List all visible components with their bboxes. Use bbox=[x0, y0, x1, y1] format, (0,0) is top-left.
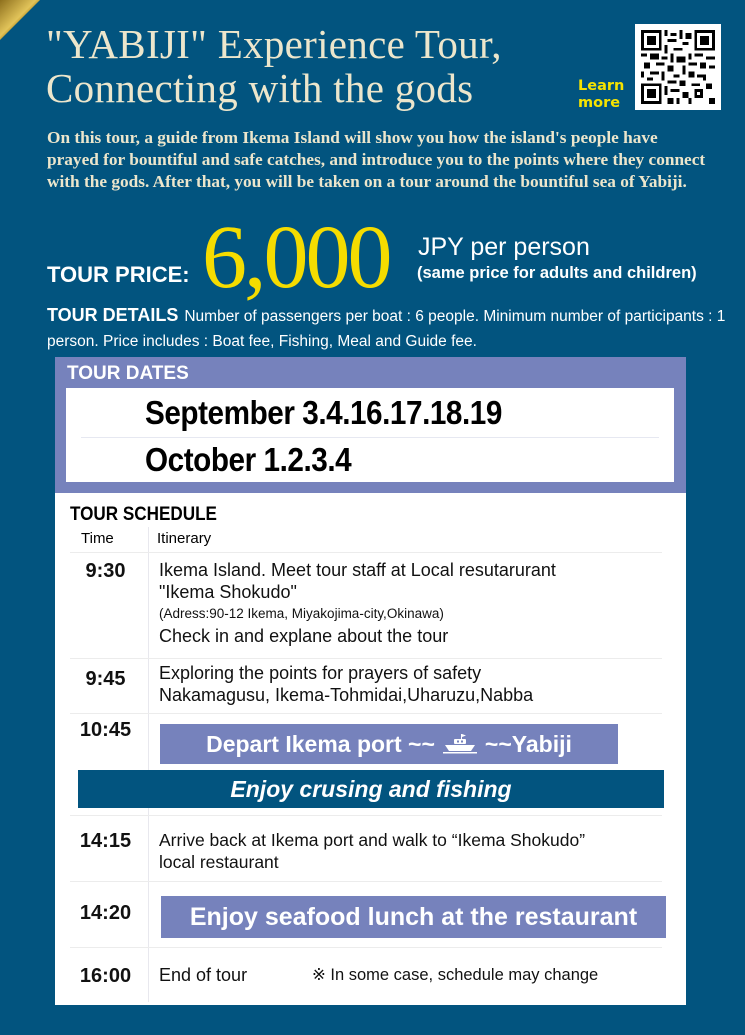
itinerary-0945: Exploring the points for prayers of safety Nakamagusu, Ikema-Tohmidai,Uharuzu,Nabba bbox=[159, 663, 534, 705]
title-line-2: Connecting with the gods bbox=[46, 65, 474, 111]
time-1415: 14:15 bbox=[79, 830, 132, 852]
schedule-title: TOUR SCHEDULE bbox=[70, 504, 217, 525]
tour-dates-section bbox=[55, 357, 686, 493]
details-text: Number of passengers per boat : 6 people. Minimum number of participants : 1 person. Price includes : Boat fee, Fishing, Meal and Guide fee. bbox=[47, 308, 726, 350]
itinerary-1415: Arrive back at Ikema port and walk to “Ikema Shokudo” local restaurant bbox=[159, 830, 586, 872]
schedule-change-note: ※ In some case, schedule may change bbox=[312, 966, 599, 984]
time-1045: 10:45 bbox=[79, 719, 132, 741]
row-divider bbox=[70, 881, 662, 882]
column-header-time: Time bbox=[81, 530, 114, 547]
row-divider bbox=[70, 713, 662, 714]
itinerary-0930: Ikema Island. Meet tour staff at Local resutarurant "Ikema Shokudo" (Adress:90-12 Ikema, Miyakojima-city,Okinawa) Check in and explane about the tour bbox=[159, 560, 556, 646]
tour-details bbox=[47, 303, 727, 354]
gold-corner-decoration bbox=[0, 0, 40, 40]
depart-banner: Depart Ikema port ~~ ~~Yabiji bbox=[160, 724, 618, 764]
dates-september: September 3.4.16.17.18.19 bbox=[145, 394, 502, 431]
column-header-itinerary: Itinerary bbox=[157, 530, 212, 547]
learn-more-link[interactable]: Learn more bbox=[578, 78, 625, 111]
lunch-banner: Enjoy seafood lunch at the restaurant bbox=[161, 896, 666, 938]
time-1600: 16:00 bbox=[79, 965, 132, 987]
time-0945: 9:45 bbox=[85, 668, 126, 690]
row-divider bbox=[70, 658, 662, 659]
tour-card bbox=[55, 357, 686, 1005]
price-label: TOUR PRICE: bbox=[47, 262, 190, 287]
column-divider bbox=[148, 527, 149, 1002]
price-unit: JPY per person bbox=[418, 233, 590, 261]
cruising-banner: Enjoy crusing and fishing bbox=[78, 770, 664, 808]
price-value: 6,000 bbox=[202, 208, 390, 307]
title-line-1: "YABIJI" Experience Tour, bbox=[46, 21, 502, 67]
row-divider bbox=[70, 947, 662, 948]
page-title bbox=[46, 22, 502, 110]
dates-divider bbox=[81, 437, 659, 438]
tour-dates-title: TOUR DATES bbox=[67, 363, 189, 384]
address: (Adress:90-12 Ikema, Miyakojima-city,Okinawa) bbox=[159, 606, 444, 621]
time-1420: 14:20 bbox=[79, 902, 132, 924]
row-divider bbox=[70, 815, 662, 816]
boat-icon bbox=[443, 734, 477, 754]
time-0930: 9:30 bbox=[85, 560, 126, 582]
qr-code-icon[interactable] bbox=[635, 24, 721, 110]
tour-description: On this tour, a guide from Ikema Island will show you how the island's people have prayed for bountiful and safe catches, and introduce you to the points where they connect with the gods. After that, you will be taken on a tour around the bountiful sea of Yabiji. bbox=[47, 128, 706, 191]
tour-dates-box bbox=[66, 388, 674, 482]
itinerary-1600: End of tour bbox=[159, 965, 248, 985]
row-divider bbox=[70, 552, 662, 553]
dates-october: October 1.2.3.4 bbox=[145, 441, 352, 478]
details-label: TOUR DETAILS bbox=[47, 305, 179, 325]
price-note: (same price for adults and children) bbox=[417, 264, 697, 282]
